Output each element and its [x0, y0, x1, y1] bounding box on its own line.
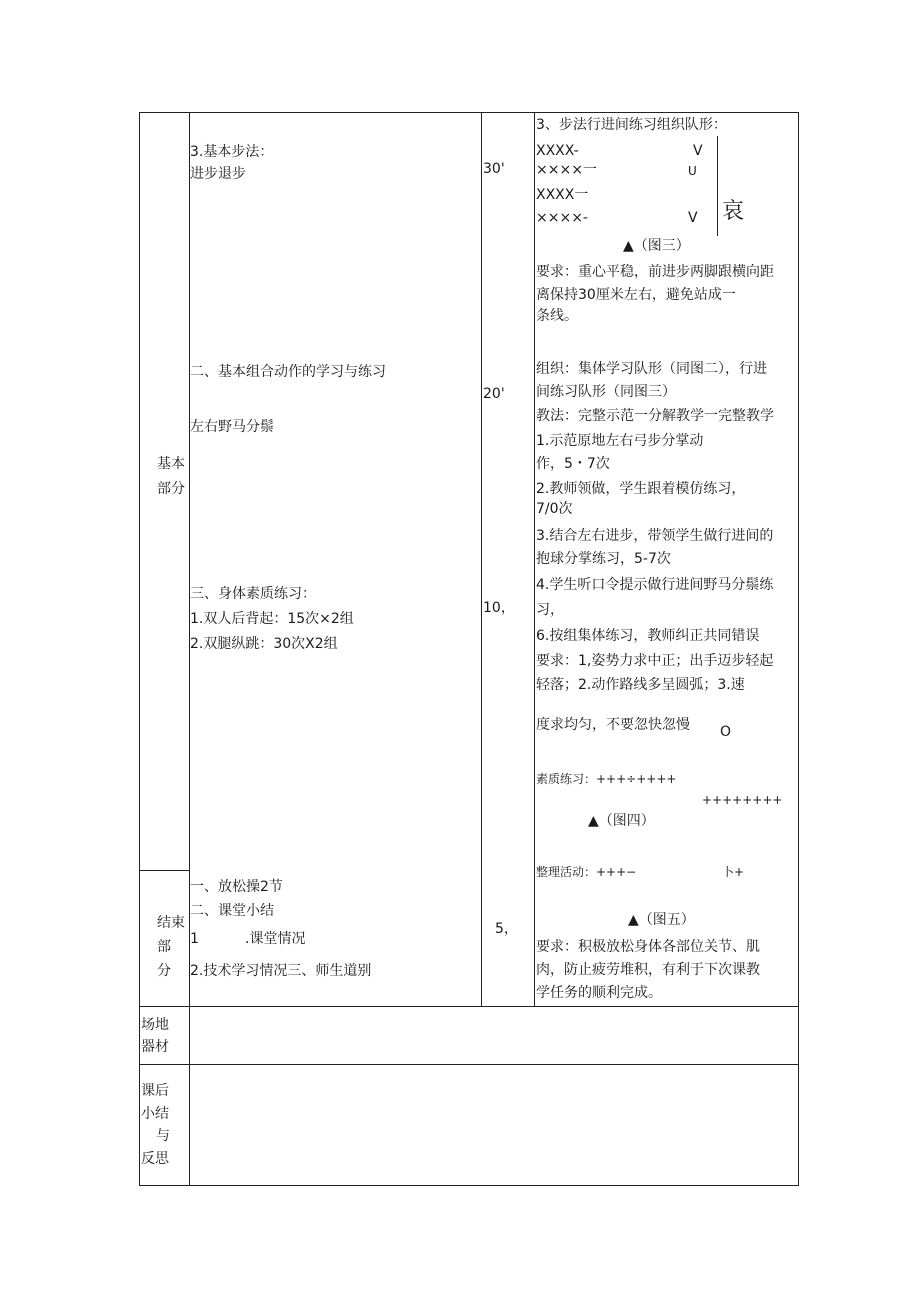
table-row-divider-venue: [139, 1006, 799, 1007]
end-part-label-line1: 结束: [157, 915, 185, 931]
fitness-formation-row2: ++++++++: [702, 793, 783, 807]
method-1-line1: 1.示范原地左右弓步分掌动: [536, 433, 704, 449]
table-bottom-border: [139, 1185, 799, 1186]
requirement-1-line1: 要求：重心平稳，前进步两脚跟横向距: [536, 264, 774, 280]
requirement-2-tail: 度求均匀，不要忽快忽慢: [536, 717, 690, 733]
time-combo: 20': [483, 386, 505, 402]
requirement-1-line2: 离保持30厘米左右，避免站成一: [536, 287, 736, 303]
cooldown-formation-label: 整理活动：+++−: [536, 865, 637, 879]
reflection-label-line1: 课后: [141, 1083, 169, 1099]
formation-title: 3、步法行进间练习组织队形：: [536, 117, 727, 133]
organize-line1: 组织：集体学习队形（同图二），行进: [536, 361, 767, 377]
fitness-formation-label: 素质练习：+++÷++++: [536, 772, 677, 786]
fitness-title: 三、身体素质练习：: [190, 586, 316, 602]
formation-row-2: ××××一: [536, 162, 597, 178]
formation-row-4-mark: V: [688, 210, 698, 226]
time-column-divider: [534, 112, 535, 1007]
method-2-line2: 7/0次: [536, 501, 573, 517]
time-steps: 30': [483, 161, 505, 177]
method-4-line1: 4.学生听口令提示做行进间野马分鬃练: [536, 577, 774, 593]
content-column-divider: [481, 112, 482, 1007]
basic-end-divider: [139, 870, 189, 871]
method-3-line2: 抱球分掌练习，5-7次: [536, 551, 671, 567]
end-item-3-number: 1: [190, 931, 199, 947]
venue-label-line2: 器材: [141, 1039, 169, 1055]
basic-part-label-line1: 基本: [157, 456, 185, 472]
formation-side-bracket: [717, 136, 718, 236]
table-row-divider-reflection: [139, 1064, 799, 1065]
table-top-border: [139, 112, 799, 113]
requirement-3-line1: 要求：积极放松身体各部位关节、肌: [536, 939, 760, 955]
venue-label-line1: 场地: [141, 1017, 169, 1033]
reflection-label-line2: 小结: [141, 1106, 169, 1122]
method-4-line2: 习，: [536, 602, 564, 618]
end-item-4: 2.技术学习情况三、师生道别: [190, 963, 372, 979]
method-1-line2: 作，5・7次: [536, 456, 610, 472]
basic-part-label-line2: 部分: [157, 481, 185, 497]
steps-subtitle: 进步退步: [190, 166, 246, 182]
requirement-3-line2: 肉，防止疲劳堆积，有利于下次课教: [536, 962, 760, 978]
combo-name: 左右野马分鬃: [190, 419, 274, 435]
time-fitness: 10，: [483, 600, 515, 616]
end-item-3-text: .课堂情况: [245, 931, 306, 947]
teaching-method: 教法：完整示范一分解教学一完整教学: [536, 408, 774, 424]
figure-5-caption: ▲（图五）: [628, 912, 695, 928]
combo-title: 二、基本组合动作的学习与练习: [190, 364, 386, 380]
end-item-2: 二、课堂小结: [190, 903, 274, 919]
method-3-line1: 3.结合左右进步，带领学生做行进间的: [536, 528, 774, 544]
requirement-2-mark: O: [720, 724, 732, 740]
end-part-label-line3: 分: [157, 963, 171, 979]
requirement-1-line3: 条线。: [536, 308, 578, 324]
end-item-1: 一、放松操2节: [190, 879, 283, 895]
figure-4-caption: ▲（图四）: [588, 813, 655, 829]
steps-title: 3.基本步法：: [190, 144, 274, 160]
method-2-line1: 2.教师领做，学生跟着模仿练习，: [536, 481, 746, 497]
cooldown-formation-mark: 卜+: [722, 865, 745, 879]
method-6: 6.按组集体练习，教师纠正共同错误: [536, 628, 760, 644]
reflection-label-line3: 与: [156, 1128, 170, 1144]
formation-row-1: XXXX-: [536, 143, 579, 159]
formation-row-1-mark: V: [693, 143, 703, 159]
fitness-item-2: 2.双腿纵跳：30次X2组: [190, 636, 338, 652]
formation-row-4: ××××-: [536, 210, 588, 226]
formation-row-3: XXXX一: [536, 187, 589, 203]
formation-row-2-mark: U: [688, 164, 697, 178]
fitness-item-1: 1.双人后背起：15次×2组: [190, 611, 354, 627]
formation-side-glyph: 哀: [722, 199, 745, 224]
organize-line2: 间练习队形（同图三）: [536, 384, 676, 400]
figure-3-caption: ▲（图三）: [623, 238, 690, 254]
reflection-label-line4: 反思: [141, 1151, 169, 1167]
end-part-label-line2: 部: [157, 939, 171, 955]
requirement-3-line3: 学任务的顺利完成。: [536, 985, 662, 1001]
requirement-2-line1: 要求：1,姿势力求中正；出手迈步轻起: [536, 653, 774, 669]
table-right-border: [798, 112, 799, 1186]
time-end: 5，: [495, 921, 518, 937]
requirement-2-line2: 轻落；2.动作路线多呈圆弧；3.速: [536, 677, 745, 693]
table-left-border: [139, 112, 140, 1186]
